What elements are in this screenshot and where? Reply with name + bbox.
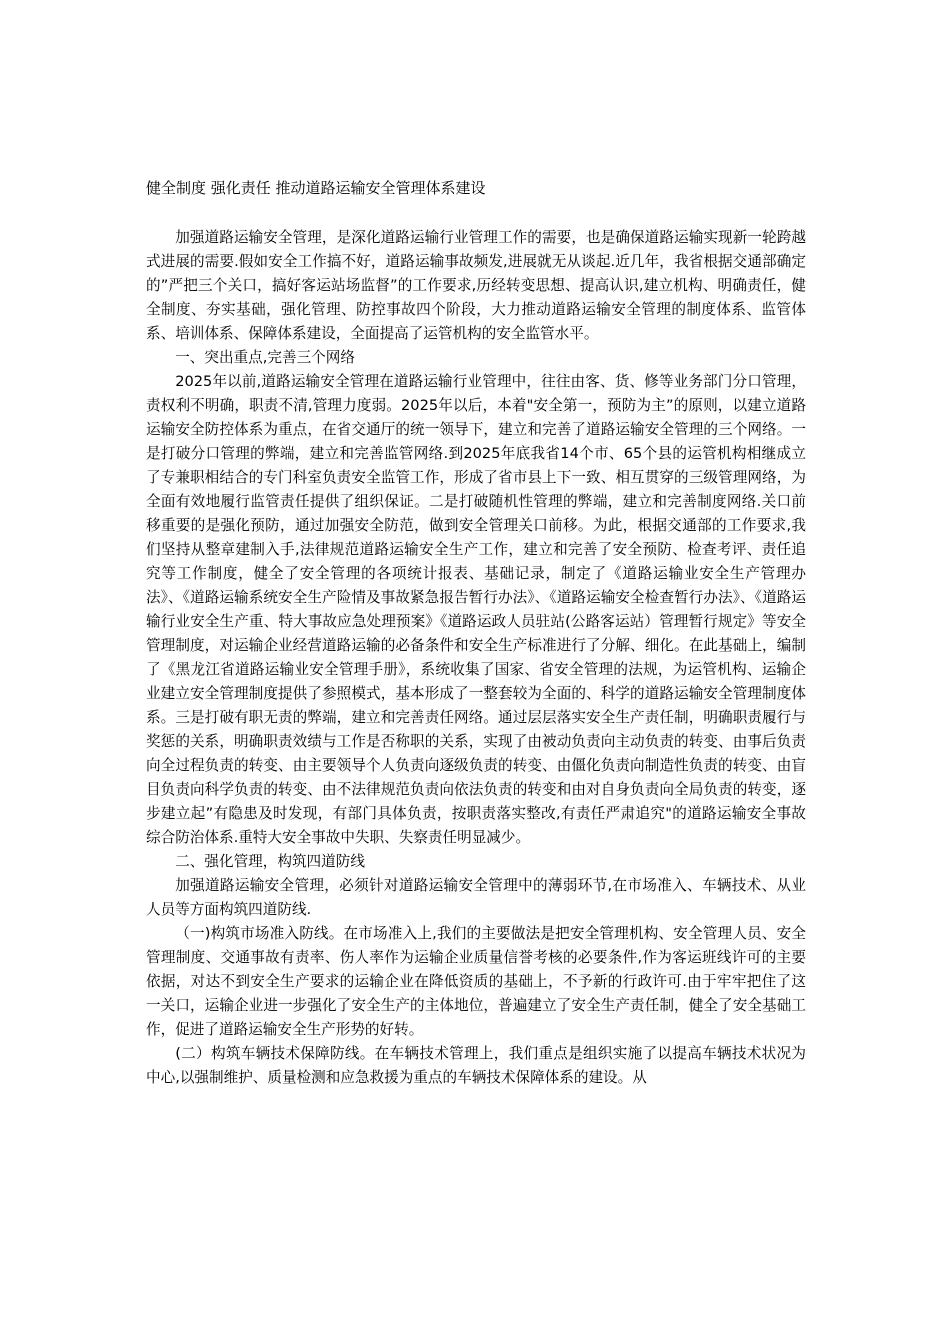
market-access-paragraph: （一)构筑市场准入防线。在市场准入上,我们的主要做法是把安全管理机构、安全管理人员、安全管理制度、交通事故有责率、伤人率作为运输企业质量信誉考核的必要条件,作为客运班线许可的主要依据，对达不到安全生产要求的运输企业在降低资质的基础上，不予新的行政许可.由于牢牢把住了这一关口，运输企业进一步强化了安全生产的主体地位，普遍建立了安全生产责任制，健全了安全基础工作，促进了道路运输安全生产形势的好转。 <box>146 925 806 1038</box>
section-1-paragraph: 2025年以前,道路运输安全管理在道路运输行业管理中，往往由客、货、修等业务部门分口管理，责权利不明确，职责不清,管理力度弱。2025年以后，本着"安全第一，预防为主”的原则，以建立道路运输安全防控体系为重点，在省交通厅的统一领导下，建立和完善了道路运输安全管理的三个网络。一是打破分口管理的弊端，建立和完善监管网络.到2025年底我省14个市、65个县的运管机构相继成立了专兼职相结合的专门科室负责安全监管工作，形成了省市县上下一致、相互贯穿的三级管理网络，为全面有效地履行监管责任提供了组织保证。二是打破随机性管理的弊端，建立和完善制度网络.关口前移重要的是强化预防，通过加强安全防范，做到安全管理关口前移。为此，根据交通部的工作要求,我们坚持从整章建制入手,法律规范道路运输安全生产工作，建立和完善了安全预防、检查考评、责任追究等工作制度，健全了安全管理的各项统计报表、基础记录，制定了《道路运输业安全生产管理办法》、《道路运输系统安全生产险情及事故紧急报告暂行办法》、《道路运输安全检查暂行办法》、《道路运输行业安全生产重、特大事故应急处理预案》《道路运政人员驻站(公路客运站）管理暂行规定》等安全管理制度，对运输企业经营道路运输的必备条件和安全生产标准进行了分解、细化。在此基础上，编制了《黑龙江省道路运输业安全管理手册》，系统收集了国家、省安全管理的法规，为运管机构、运输企业建立安全管理制度提供了参照模式，基本形成了一整套较为全面的、科学的道路运输安全管理制度体系。三是打破有职无责的弊端，建立和完善责任网络。通过层层落实安全生产责任制，明确职责履行与奖惩的关系，明确职责效绩与工作是否称职的关系，实现了由被动负责向主动负责的转变、由事后负责向全过程负责的转变、由主要领导个人负责向逐级负责的转变、由僵化负责向制造性负责的转变、由盲目负责向科学负责的转变、由不法律规范负责向依法负责的转变和由对自身负责向全局负责的转变，逐步建立起”有隐患及时发现，有部门具体负责，按职责落实整改,有责任严肃追究"的道路运输安全事故综合防治体系.重特大安全事故中失职、失察责任明显减少。 <box>146 373 806 846</box>
vehicle-technology-paragraph: (二）构筑车辆技术保障防线。在车辆技术管理上，我们重点是组织实施了以提高车辆技术状况为中心,以强制维护、质量检测和应急救援为重点的车辆技术保障体系的建设。从 <box>146 1045 806 1086</box>
document-title: 健全制度 强化责任 推动道路运输安全管理体系建设 <box>146 179 486 197</box>
document-body <box>146 226 806 1090</box>
section-2-intro-paragraph: 加强道路运输安全管理，必须针对道路运输安全管理中的薄弱环节,在市场准入、车辆技术、从业人员等方面构筑四道防线. <box>146 877 806 918</box>
section-heading-2: 二、强化管理，构筑四道防线 <box>175 853 365 870</box>
section-heading-1: 一、突出重点,完善三个网络 <box>175 349 355 366</box>
intro-paragraph: 加强道路运输安全管理，是深化道路运输行业管理工作的需要，也是确保道路运输实现新一轮跨越式进展的需要.假如安全工作搞不好，道路运输事故频发,进展就无从谈起.近几年，我省根据交通部确定的”严把三个关口，搞好客运站场监督”的工作要求,历经转变思想、提高认识,建立机构、明确责任，健全制度、夯实基础，强化管理、防控事故四个阶段，大力推动道路运输安全管理的制度体系、监管体系、培训体系、保障体系建设，全面提高了运管机构的安全监管水平。 <box>146 229 806 342</box>
